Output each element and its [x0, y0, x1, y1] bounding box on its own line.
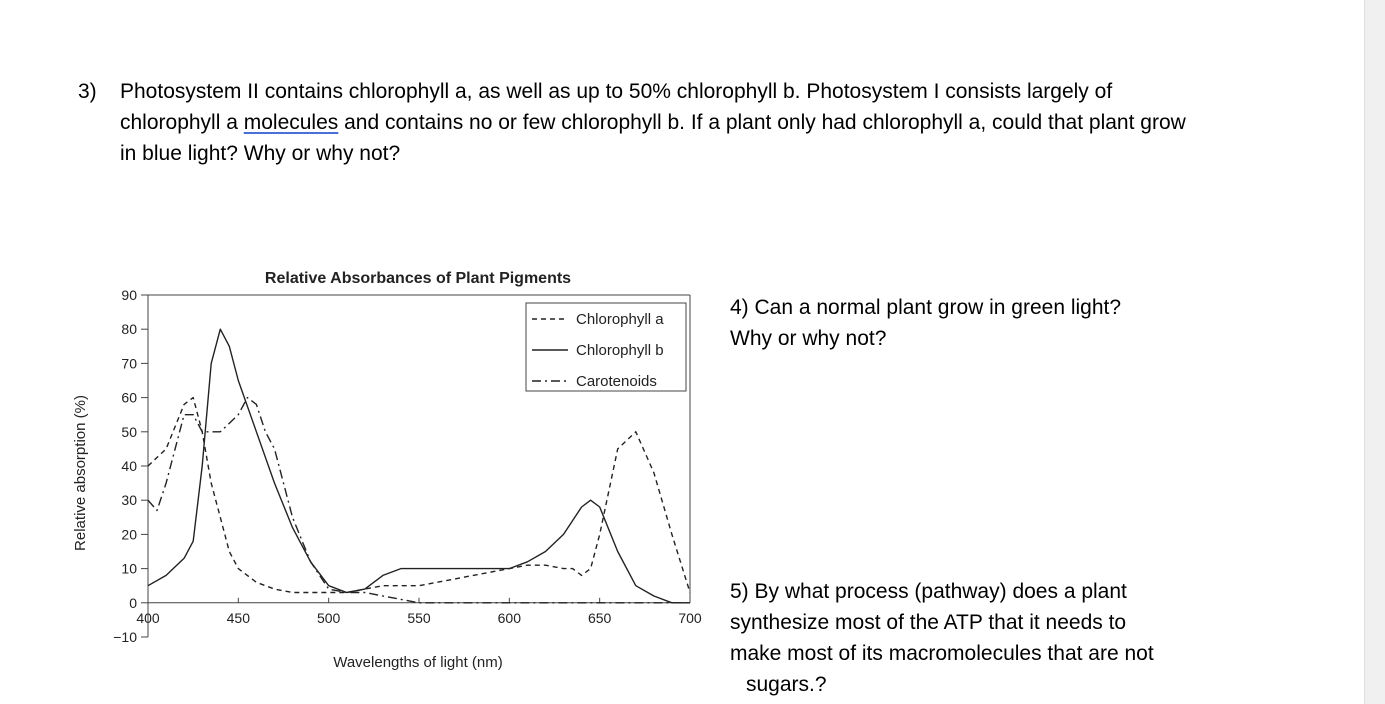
y-tick-label: 90: [121, 287, 137, 303]
y-tick-label: 70: [121, 355, 137, 372]
question-3-text-after: and contains no or few chlorophyll b. If a plant only had chlorophyll a, could that plant grow in blue light? Why or why not?: [120, 111, 1186, 165]
x-tick-label: 400: [136, 609, 160, 626]
y-tick-label: 20: [121, 526, 137, 543]
question-3-text-before: Photosystem II contains chlorophyll a, as well as up to 50% chlorophyll b. Photosystem I consists largely of chlorophyll a: [120, 80, 1113, 134]
y-tick-label: 30: [121, 492, 137, 509]
x-tick-label: 550: [407, 609, 431, 626]
question-5-line-3: make most of its macromolecules that are not: [730, 642, 1154, 665]
x-tick-label: 500: [316, 609, 341, 626]
question-4-line-1: 4) Can a normal plant grow in green light?: [730, 296, 1122, 319]
legend-label: Chlorophyll b: [576, 342, 664, 359]
x-tick-label: 700: [678, 609, 702, 626]
vertical-scrollbar[interactable]: [1364, 0, 1385, 704]
question-5-line-1: 5) By what process (pathway) does a plant: [730, 580, 1127, 603]
question-4: [730, 292, 1121, 354]
plot-area: [113, 287, 702, 645]
y-tick-label: 50: [121, 423, 137, 440]
x-tick-label: 600: [497, 609, 522, 626]
chart-y-axis-label: Relative absorption (%): [72, 395, 89, 551]
series-line-carotenoids: [148, 398, 690, 603]
question-3-number: 3): [78, 80, 97, 103]
question-5: [730, 576, 1154, 700]
question-5-line-2: synthesize most of the ATP that it needs to: [730, 611, 1127, 634]
y-tick-label: 80: [121, 321, 137, 338]
y-tick-label: 10: [121, 560, 137, 577]
absorbance-chart: [60, 260, 720, 680]
legend-label: Chlorophyll a: [576, 311, 664, 328]
question-5-line-4: [730, 669, 1154, 700]
y-tick-label: 0: [129, 594, 137, 611]
question-5-line-4-text: sugars.?: [746, 673, 827, 696]
legend-label: Carotenoids: [576, 373, 657, 390]
question-3-text: [120, 76, 1190, 169]
y-tick-label: −10: [113, 629, 137, 645]
series-line-chlorophyll-a: [148, 398, 690, 593]
chart-title: Relative Absorbances of Plant Pigments: [264, 270, 572, 287]
y-tick-label: 60: [121, 389, 137, 406]
x-tick-label: 450: [226, 609, 251, 626]
x-tick-label: 650: [587, 609, 612, 626]
spellcheck-underlined-word: molecules: [243, 111, 339, 134]
question-4-line-2: Why or why not?: [730, 327, 887, 350]
chart-x-axis-label: Wavelengths of light (nm): [333, 654, 503, 671]
y-tick-label: 40: [121, 458, 137, 474]
absorbance-chart-svg: [60, 260, 720, 680]
